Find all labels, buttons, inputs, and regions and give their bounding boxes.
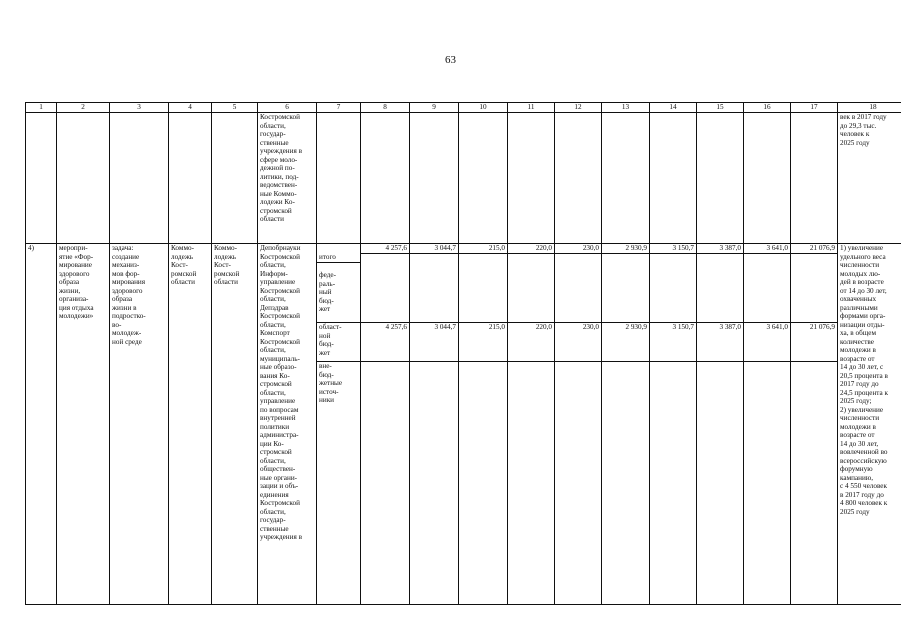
- table-cell: [317, 113, 361, 244]
- column-header: 16: [744, 103, 791, 113]
- value-text: 3 150,7: [650, 244, 696, 254]
- column-header: 4: [169, 103, 212, 113]
- column-header: 13: [602, 103, 650, 113]
- column-header: 8: [361, 103, 410, 113]
- column-header: 10: [459, 103, 508, 113]
- funding-source-cell: вне- бюд- жетные источ- ники: [317, 362, 361, 605]
- value-text: 4 257,6: [361, 244, 409, 254]
- executors-cell: Костромской области, государ- ственные учреждения в сфере моло- дежной по- литики, под- ведомствен- ные Коммо- лодежи Ко- стромской области: [258, 113, 317, 244]
- value-cell: 4 257,6: [361, 323, 410, 362]
- table-cell: [26, 113, 57, 244]
- value-cell: [508, 244, 555, 323]
- value-text: 3 044,7: [410, 244, 458, 254]
- table-cell: [410, 113, 459, 244]
- table-cell: [169, 113, 212, 244]
- column-header: 9: [410, 103, 459, 113]
- responsible-cell: Коммо- лодежь Кост- ромской области: [212, 244, 258, 605]
- value-cell: [361, 362, 410, 605]
- value-cell: [555, 244, 602, 323]
- column-header: 17: [791, 103, 838, 113]
- table-cell: [361, 113, 410, 244]
- column-header: 12: [555, 103, 602, 113]
- value-text: 3 641,0: [744, 244, 790, 254]
- value-cell: 3 641,0: [744, 323, 791, 362]
- value-cell: 2 930,9: [602, 323, 650, 362]
- column-header: 5: [212, 103, 258, 113]
- value-cell: [410, 362, 459, 605]
- value-cell: [555, 362, 602, 605]
- value-text: 21 076,9: [791, 244, 837, 254]
- page-number: 63: [445, 54, 456, 66]
- value-cell: 220,0: [508, 323, 555, 362]
- budget-table: [25, 102, 901, 605]
- value-text: 2 930,9: [602, 244, 649, 254]
- table-cell: [110, 113, 169, 244]
- column-header: 14: [650, 103, 697, 113]
- table-cell: [508, 113, 555, 244]
- value-cell: [650, 362, 697, 605]
- value-cell: [791, 244, 838, 323]
- value-cell: [508, 362, 555, 605]
- value-text: 230,0: [555, 244, 601, 254]
- value-cell: [650, 244, 697, 323]
- task-cell: задача: создание механиз- мов фор- мирования здорового образа жизни в подростко- во- молодеж- ной среде: [110, 244, 169, 605]
- value-cell: [744, 362, 791, 605]
- header-row: [26, 103, 901, 113]
- table-cell: [459, 113, 508, 244]
- table-cell: [744, 113, 791, 244]
- value-cell: [791, 362, 838, 605]
- table-cell: [57, 113, 110, 244]
- measure-name-cell: меропри- ятие «Фор- мирование здорового образа жизни, организа- ция отдыха молодежи»: [57, 244, 110, 605]
- value-cell: [602, 362, 650, 605]
- column-header: 7: [317, 103, 361, 113]
- value-cell: [697, 244, 744, 323]
- value-cell: 3 387,0: [697, 323, 744, 362]
- value-cell: [361, 244, 410, 323]
- value-cell: [744, 244, 791, 323]
- result-cell: век в 2017 году до 29,3 тыс. человек к 2025 году: [838, 113, 901, 244]
- value-cell: [459, 362, 508, 605]
- column-header: 11: [508, 103, 555, 113]
- value-cell: 215,0: [459, 323, 508, 362]
- value-cell: [410, 244, 459, 323]
- result-cell: 1) увеличение удельного веса численности молодых лю- дей в возрасте от 14 до 30 лет, охваченных различными формами орга- низации отды- ха, в общем количестве молодежи в возрасте от 14 до 30 лет, с 20,5 процента в 2017 году до 24,5 процента к 2025 году; 2) увеличение численности молодежи в возрасте от 14 до 30 лет, вовлеченной во всероссийскую форумную кампанию, с 4 550 человек в 2017 году до 4 800 человек к 2025 году: [838, 244, 901, 605]
- column-header: 3: [110, 103, 169, 113]
- item-number-cell: 4): [26, 244, 57, 605]
- table-cell: [791, 113, 838, 244]
- value-cell: 21 076,9: [791, 323, 838, 362]
- value-text: 215,0: [459, 244, 507, 254]
- funding-source-total: итого: [317, 253, 360, 263]
- funding-source-cell: [317, 244, 361, 323]
- value-cell: 3 044,7: [410, 323, 459, 362]
- table-cell: [650, 113, 697, 244]
- table-row: [26, 244, 901, 323]
- column-header: 2: [57, 103, 110, 113]
- value-cell: 230,0: [555, 323, 602, 362]
- table-cell: [602, 113, 650, 244]
- value-text: 3 387,0: [697, 244, 743, 254]
- funding-source-cell: област- ной бюд- жет: [317, 323, 361, 362]
- value-text: 220,0: [508, 244, 554, 254]
- executors-cell: Депобрнауки Костромской области, Информ- управление Костромской области, Депздрав Костромской области, Комспорт Костромской области, муниципаль- ные образо- вания Ко- стромской области, управление по вопросам внутренней политики администра- ции Ко- стромской области, обществен- ные органи- зации и объ- единения Костромской области, государ- ственные учреждения в: [258, 244, 317, 605]
- column-header: 6: [258, 103, 317, 113]
- funding-source-federal: феде- раль- ный бюд- жет: [319, 271, 336, 313]
- table-cell: [555, 113, 602, 244]
- table-cell: [697, 113, 744, 244]
- continuation-row: [26, 113, 901, 244]
- column-header: 18: [838, 103, 901, 113]
- column-header: 15: [697, 103, 744, 113]
- value-cell: [602, 244, 650, 323]
- column-header: 1: [26, 103, 57, 113]
- value-cell: [459, 244, 508, 323]
- table-cell: [212, 113, 258, 244]
- value-cell: 3 150,7: [650, 323, 697, 362]
- coordinator-cell: Коммо- лодежь Кост- ромской области: [169, 244, 212, 605]
- value-cell: [697, 362, 744, 605]
